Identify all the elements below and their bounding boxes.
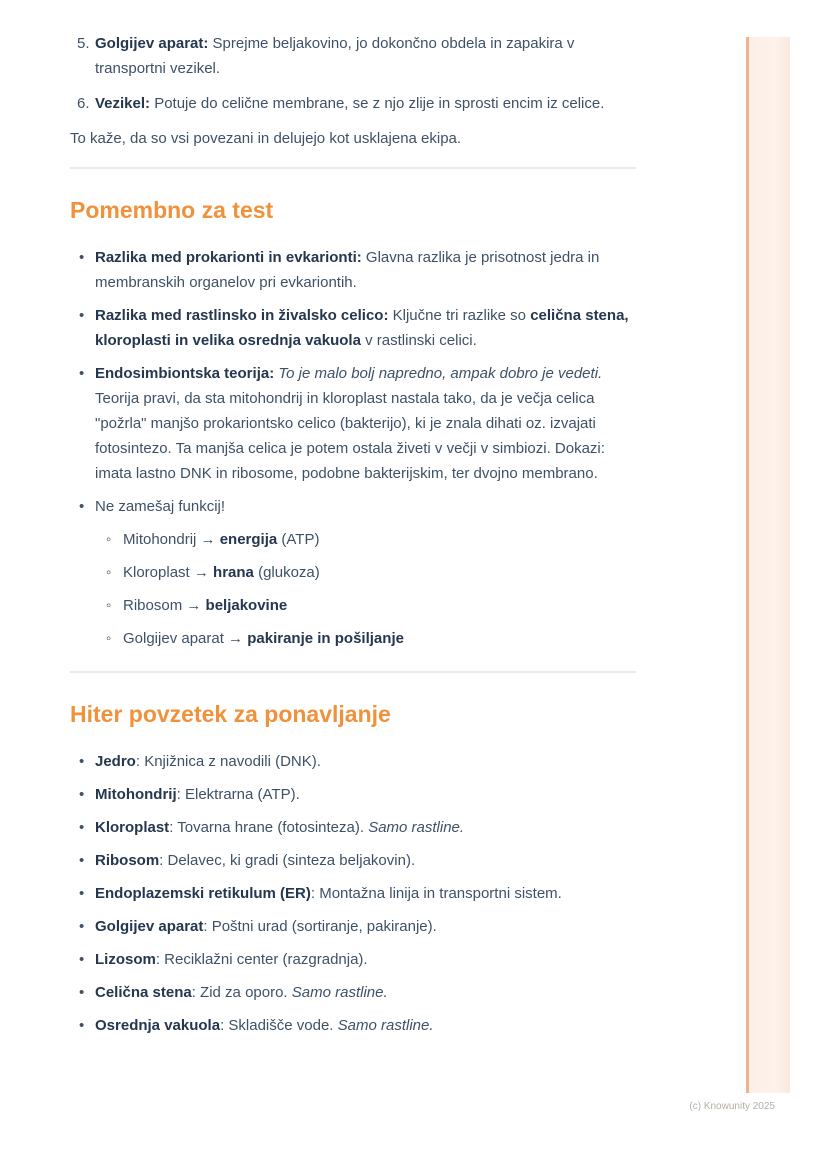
text-segment: Ne zamešaj funkcij! — [95, 498, 226, 515]
text-segment: : Poštni urad (sortiranje, pakiranje). — [203, 918, 437, 935]
page-edge-stripe — [746, 37, 790, 1093]
text-segment: Sprejme beljakovino, jo dokončno obdela in zapakira v transportni vezikel. — [95, 35, 575, 77]
text-segment: Golgijev aparat → — [123, 630, 248, 647]
text-segment: Mitohondrij — [95, 786, 177, 803]
list-item — [70, 361, 636, 486]
list-item — [95, 527, 636, 552]
section-title-pomembno-za-test: Pomembno za test — [70, 197, 274, 223]
important-for-test-list — [70, 245, 636, 651]
text-segment: Kloroplast → — [123, 564, 214, 581]
list-item-number: 6. — [77, 95, 90, 112]
list-item — [95, 626, 636, 651]
text-segment: Ribosom → — [123, 597, 206, 614]
text-segment: Ribosom — [95, 852, 160, 869]
text-segment: Glavna razlika je prisotnost jedra in membranskih organelov pri evkariontih. — [95, 249, 600, 291]
text-segment: Mitohondrij → — [123, 531, 220, 548]
list-item — [95, 560, 636, 585]
text-segment: energija — [219, 531, 278, 548]
text-segment: (ATP) — [277, 531, 320, 548]
list-item — [70, 947, 636, 972]
list-item — [70, 494, 636, 651]
document-content — [70, 31, 636, 1046]
quick-summary-list — [70, 749, 636, 1038]
text-segment: Ključne tri razlike so — [392, 307, 531, 324]
text-segment: : Delavec, ki gradi (sinteza beljakovin). — [159, 852, 416, 869]
list-item — [70, 782, 636, 807]
list-item — [70, 914, 636, 939]
text-segment: Osrednja vakuola — [95, 1017, 221, 1034]
text-segment: (glukoza) — [253, 564, 320, 581]
list-item — [70, 815, 636, 840]
text-segment: pakiranje in pošiljanje — [247, 630, 404, 647]
summary-paragraph: To kaže, da so vsi povezani in delujejo kot usklajena ekipa. — [70, 130, 462, 147]
list-item — [70, 749, 636, 774]
text-segment: : Knjižnica z navodili (DNK). — [135, 753, 321, 770]
organelle-process-numbered-list — [70, 31, 636, 116]
list-item — [70, 31, 636, 81]
list-item — [70, 303, 636, 353]
text-segment: Jedro — [95, 753, 136, 770]
text-segment: celična stena, kloroplasti in velika osrednja vakuola — [95, 307, 629, 349]
text-segment: Lizosom — [95, 951, 156, 968]
text-segment: To je malo bolj napredno, ampak dobro je vedeti. — [278, 365, 603, 382]
text-segment: : Montažna linija in transportni sistem. — [310, 885, 562, 902]
text-segment: Kloroplast — [95, 819, 170, 836]
sub-list — [95, 527, 636, 651]
list-item — [70, 91, 636, 116]
text-segment: Golgijev aparat: — [95, 35, 213, 52]
list-item — [70, 881, 636, 906]
text-segment: Samo rastline. — [291, 984, 388, 1001]
list-item — [70, 1013, 636, 1038]
list-item — [70, 980, 636, 1005]
copyright-footer: (c) Knowunity 2025 — [689, 1101, 775, 1112]
list-item — [95, 593, 636, 618]
section-title-hiter-povzetek: Hiter povzetek za ponavljanje — [70, 701, 391, 727]
text-segment: hrana — [213, 564, 254, 581]
text-segment: : Elektrarna (ATP). — [176, 786, 300, 803]
text-segment: : Zid za oporo. — [191, 984, 292, 1001]
list-item — [70, 848, 636, 873]
text-segment: Samo rastline. — [368, 819, 465, 836]
text-segment: Potuje do celične membrane, se z njo zlije in sprosti encim iz celice. — [154, 95, 605, 112]
text-segment: Razlika med rastlinsko in živalsko celico: — [95, 307, 393, 324]
text-segment: : Tovarna hrane (fotosinteza). — [169, 819, 369, 836]
text-segment: : Skladišče vode. — [220, 1017, 338, 1034]
list-item — [70, 245, 636, 295]
text-segment: Endoplazemski retikulum (ER) — [95, 885, 311, 902]
section-divider — [70, 167, 636, 169]
text-segment: Teorija pravi, da sta mitohondrij in kloroplast nastala tako, da je večja celica "požrla" manjšo prokariontsko celico (bakterijo), ki je znala dihati oz. izvajati fotosintezo. Ta manjša celica je potem ostala živeti v večji v simbiozi. Dokazi: imata lastno DNK in ribosome, podobne bakterijskim, ter dvojno membrano. — [95, 390, 605, 482]
text-segment: Golgijev aparat — [95, 918, 204, 935]
text-segment: : Reciklažni center (razgradnja). — [155, 951, 368, 968]
text-segment: Razlika med prokarionti in evkarionti: — [95, 249, 366, 266]
text-segment: Celična stena — [95, 984, 192, 1001]
text-segment: Endosimbiontska teorija: — [95, 365, 279, 382]
text-segment: beljakovine — [205, 597, 288, 614]
text-segment: Samo rastline. — [337, 1017, 434, 1034]
text-segment: v rastlinski celici. — [360, 332, 477, 349]
list-item-number: 5. — [77, 35, 90, 52]
text-segment: Vezikel: — [95, 95, 155, 112]
section-divider — [70, 671, 636, 673]
